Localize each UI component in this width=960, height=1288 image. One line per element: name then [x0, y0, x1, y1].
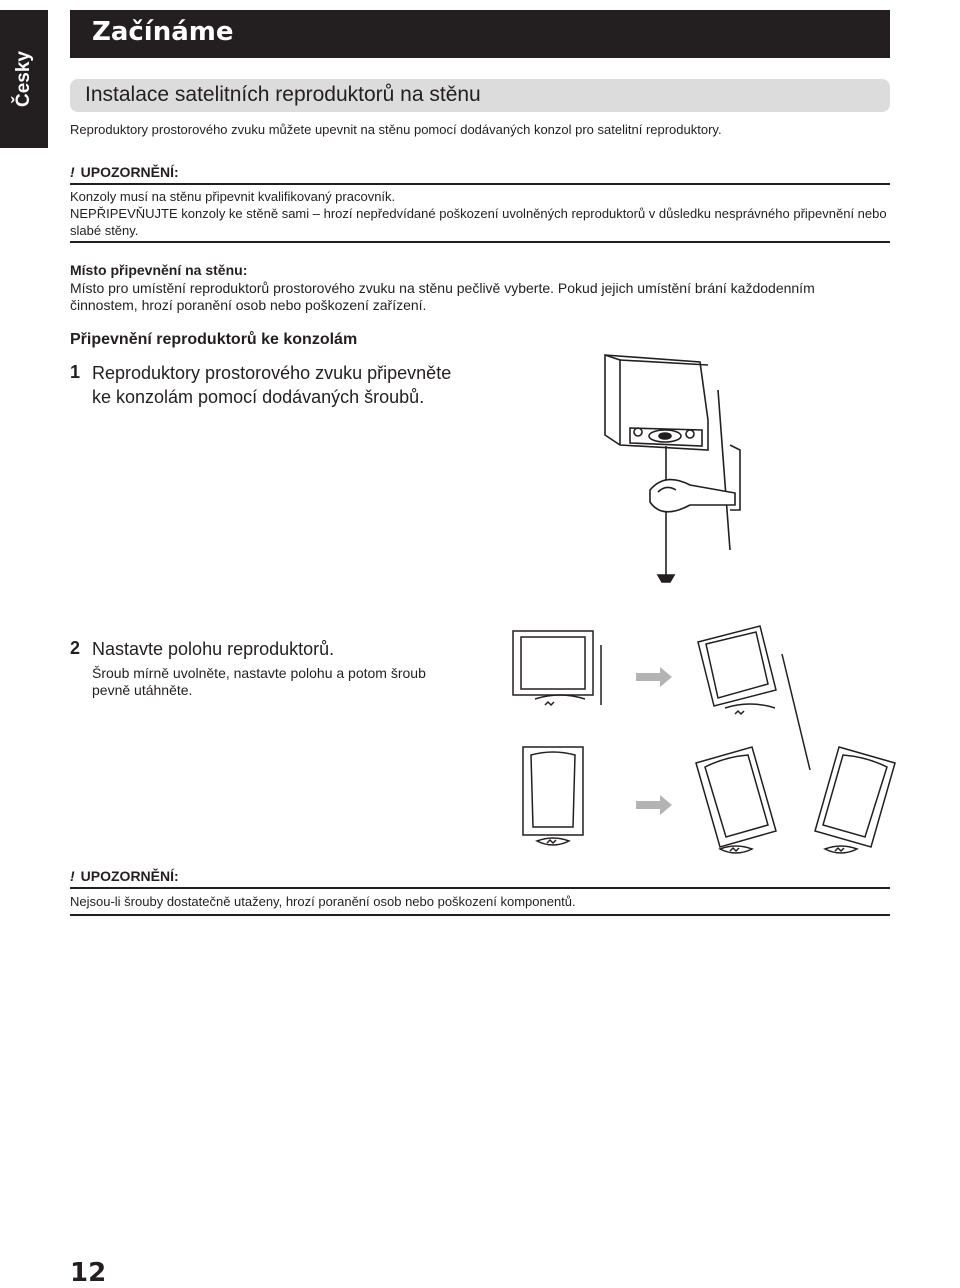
placement-title: Místo připevnění na stěnu:	[70, 262, 248, 278]
step-1-line: ke konzolám pomocí dodávaných šroubů.	[92, 387, 425, 407]
section-header	[70, 79, 890, 112]
step-2-line: pevně utáhněte.	[92, 682, 193, 698]
section-title: Instalace satelitních reproduktorů na stěnu	[85, 83, 481, 106]
caution-line: NEPŘIPEVŇUJTE konzoly ke stěně sami – hrozí nepředvídané poškození uvolněných reproduktorů v důsledku nesprávného připevnění nebo	[70, 206, 887, 221]
caution-label: UPOZORNĚNÍ:	[80, 868, 179, 884]
caution-line: Konzoly musí na stěnu připevnit kvalifikovaný pracovník.	[70, 189, 396, 204]
speaker-side-view-before	[505, 625, 615, 715]
caution-line: Nejsou-li šrouby dostatečně utaženy, hrozí poranění osob nebo poškození komponentů.	[70, 894, 576, 909]
caution-bottom-rule	[70, 914, 890, 916]
speaker-front-view-tilted-left	[690, 745, 790, 860]
step-1-line: Reproduktory prostorového zvuku připevněte	[92, 363, 452, 383]
bracket-mount-illustration	[590, 350, 760, 590]
caution-heading	[70, 868, 179, 884]
caution-top-rule	[70, 183, 890, 185]
caution-label: UPOZORNĚNÍ:	[80, 164, 179, 180]
warning-icon: !	[70, 868, 75, 884]
page-title: Začínáme	[92, 17, 234, 47]
placement-line: Místo pro umístění reproduktorů prostorového zvuku na stěnu pečlivě vyberte. Pokud jejich umístění brání každodenním	[70, 280, 815, 296]
intro-text: Reproduktory prostorového zvuku můžete upevnit na stěnu pomocí dodávaných konzol pro satelitní reproduktory.	[70, 122, 722, 137]
warning-icon: !	[70, 164, 75, 180]
attach-heading: Připevnění reproduktorů ke konzolám	[70, 331, 358, 348]
arrow-right-icon	[636, 795, 672, 815]
step-2-number: 2	[70, 638, 81, 658]
caution-heading	[70, 164, 179, 180]
caution-bottom-rule	[70, 241, 890, 243]
arrow-right-icon	[636, 667, 672, 687]
speaker-front-view-before	[515, 745, 590, 855]
language-tab-label: Česky	[13, 51, 34, 107]
step-2-title: Nastavte polohu reproduktorů.	[92, 639, 335, 659]
step-2-line: Šroub mírně uvolněte, nastavte polohu a potom šroub	[92, 665, 426, 681]
caution-top-rule	[70, 887, 890, 889]
page-number: 12	[70, 1258, 107, 1288]
speaker-front-view-tilted-right	[805, 745, 905, 860]
page-header	[70, 10, 890, 58]
placement-line: činnostem, hrozí poranění osob nebo poškození zařízení.	[70, 297, 427, 313]
language-tab	[0, 10, 48, 148]
step-1-number: 1	[70, 362, 81, 382]
caution-line: slabé stěny.	[70, 223, 139, 238]
